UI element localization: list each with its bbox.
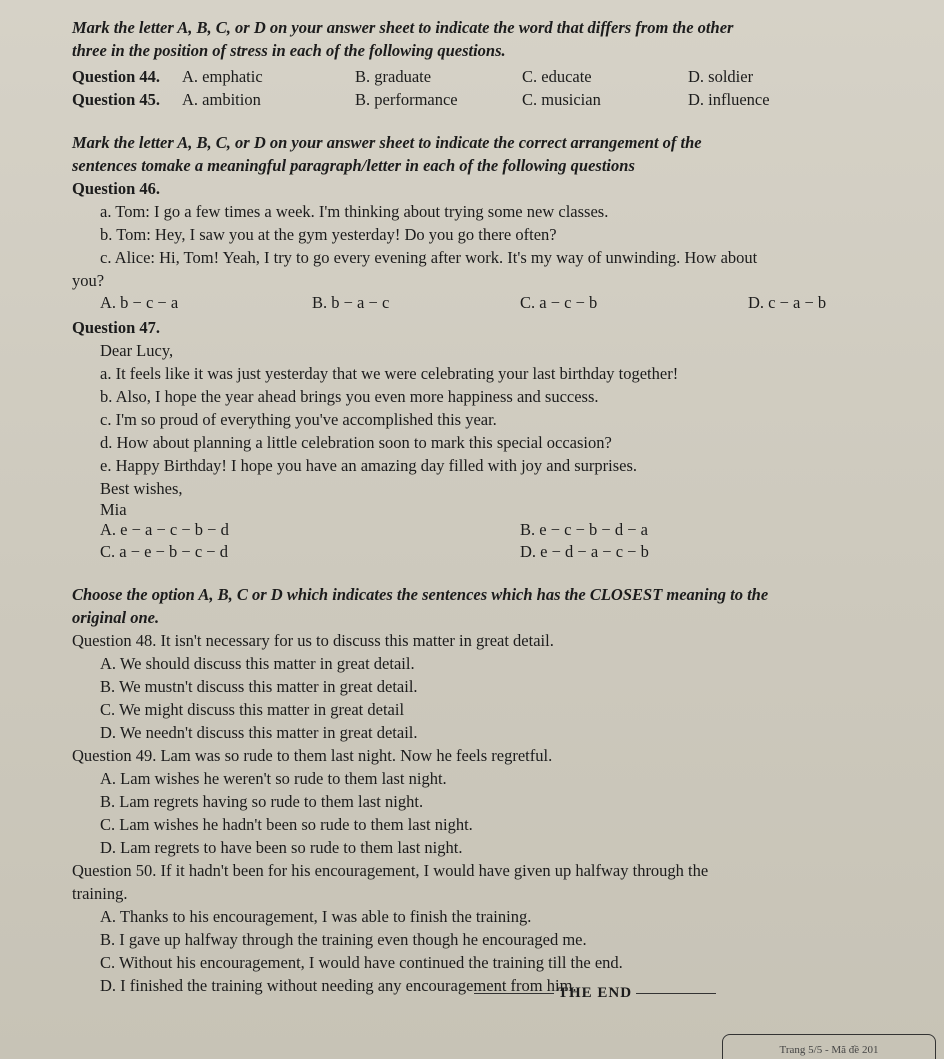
q50-stem-line1: Question 50. If it hadn't been for his encouragement, I would have given up halfway through the — [72, 861, 709, 880]
q45-label: Question 45. — [72, 90, 161, 109]
q47-sentence-a: a. It feels like it was just yesterday that we were celebrating your last birthday together! — [100, 364, 679, 383]
q48-option-d: D. We needn't discuss this matter in great detail. — [100, 723, 418, 742]
q49-option-d: D. Lam regrets to have been so rude to them last night. — [100, 838, 463, 857]
q44-option-c: C. educate — [522, 67, 592, 86]
q48-stem: Question 48. It isn't necessary for us to discuss this matter in great detail. — [72, 631, 554, 650]
q47-sentence-d: d. How about planning a little celebration soon to mark this special occasion? — [100, 433, 612, 452]
the-end-marker — [470, 985, 720, 1002]
section2-instruction-line2: sentences tomake a meaningful paragraph/letter in each of the following questions — [72, 156, 635, 175]
q47-sentence-b: b. Also, I hope the year ahead brings you even more happiness and success. — [100, 387, 599, 406]
q47-option-d: D. e − d − a − c − b — [520, 542, 649, 561]
end-text: THE END — [558, 985, 633, 1001]
end-rule-left — [474, 993, 554, 994]
q47-signature: Mia — [100, 500, 127, 519]
q47-label: Question 47. — [72, 318, 161, 337]
q46-sentence-c-line2: you? — [72, 271, 105, 290]
q44-option-a: A. emphatic — [182, 67, 263, 86]
q47-greeting: Dear Lucy, — [100, 341, 174, 360]
end-rule-right — [636, 993, 716, 994]
q46-sentence-a: a. Tom: I go a few times a week. I'm thinking about trying some new classes. — [100, 202, 609, 221]
q46-option-d: D. c − a − b — [748, 293, 827, 312]
q50-stem-line2: training. — [72, 884, 128, 903]
q44-option-d: D. soldier — [688, 67, 754, 86]
q49-option-a: A. Lam wishes he weren't so rude to them last night. — [100, 769, 447, 788]
q48-option-b: B. We mustn't discuss this matter in great detail. — [100, 677, 418, 696]
q48-option-c: C. We might discuss this matter in great detail — [100, 700, 405, 719]
section3-instruction-line1: Choose the option A, B, C or D which indicates the sentences which has the CLOSEST meaning to the — [72, 585, 769, 604]
q47-closing: Best wishes, — [100, 479, 183, 498]
q45-option-c: C. musician — [522, 90, 601, 109]
q46-sentence-c-line1: c. Alice: Hi, Tom! Yeah, I try to go every evening after work. It's my way of unwinding. How about — [100, 248, 758, 267]
q45-option-b: B. performance — [355, 90, 458, 109]
q50-option-b: B. I gave up halfway through the training even though he encouraged me. — [100, 930, 587, 949]
q44-option-b: B. graduate — [355, 67, 432, 86]
q47-option-a: A. e − a − c − b − d — [100, 520, 229, 539]
q44-label: Question 44. — [72, 67, 161, 86]
q50-option-d: D. I finished the training without needing any encouragement from him. — [100, 976, 577, 995]
q49-option-c: C. Lam wishes he hadn't been so rude to them last night. — [100, 815, 473, 834]
section1-instruction-line1: Mark the letter A, B, C, or D on your answer sheet to indicate the word that differs from the other — [72, 18, 734, 37]
q47-option-b: B. e − c − b − d − a — [520, 520, 648, 539]
section1-instruction-line2: three in the position of stress in each of the following questions. — [72, 41, 506, 60]
section2-instruction-line1: Mark the letter A, B, C, or D on your answer sheet to indicate the correct arrangement of the — [72, 133, 702, 152]
q49-stem: Question 49. Lam was so rude to them last night. Now he feels regretful. — [72, 746, 553, 765]
q45-option-a: A. ambition — [182, 90, 261, 109]
q50-option-a: A. Thanks to his encouragement, I was able to finish the training. — [100, 907, 532, 926]
q49-option-b: B. Lam regrets having so rude to them last night. — [100, 792, 424, 811]
q47-option-c: C. a − e − b − c − d — [100, 542, 228, 561]
q46-label: Question 46. — [72, 179, 161, 198]
q46-option-b: B. b − a − c — [312, 293, 390, 312]
q46-option-c: C. a − c − b — [520, 293, 598, 312]
q48-option-a: A. We should discuss this matter in great detail. — [100, 654, 415, 673]
q50-option-c: C. Without his encouragement, I would have continued the training till the end. — [100, 953, 623, 972]
q46-option-a: A. b − c − a — [100, 293, 179, 312]
q45-option-d: D. influence — [688, 90, 770, 109]
page-footer: Trang 5/5 - Mã đề 201 — [722, 1034, 936, 1059]
q47-sentence-e: e. Happy Birthday! I hope you have an amazing day filled with joy and surprises. — [100, 456, 638, 475]
q46-sentence-b: b. Tom: Hey, I saw you at the gym yesterday! Do you go there often? — [100, 225, 557, 244]
section3-instruction-line2: original one. — [72, 608, 160, 627]
q47-sentence-c: c. I'm so proud of everything you've accomplished this year. — [100, 410, 497, 429]
